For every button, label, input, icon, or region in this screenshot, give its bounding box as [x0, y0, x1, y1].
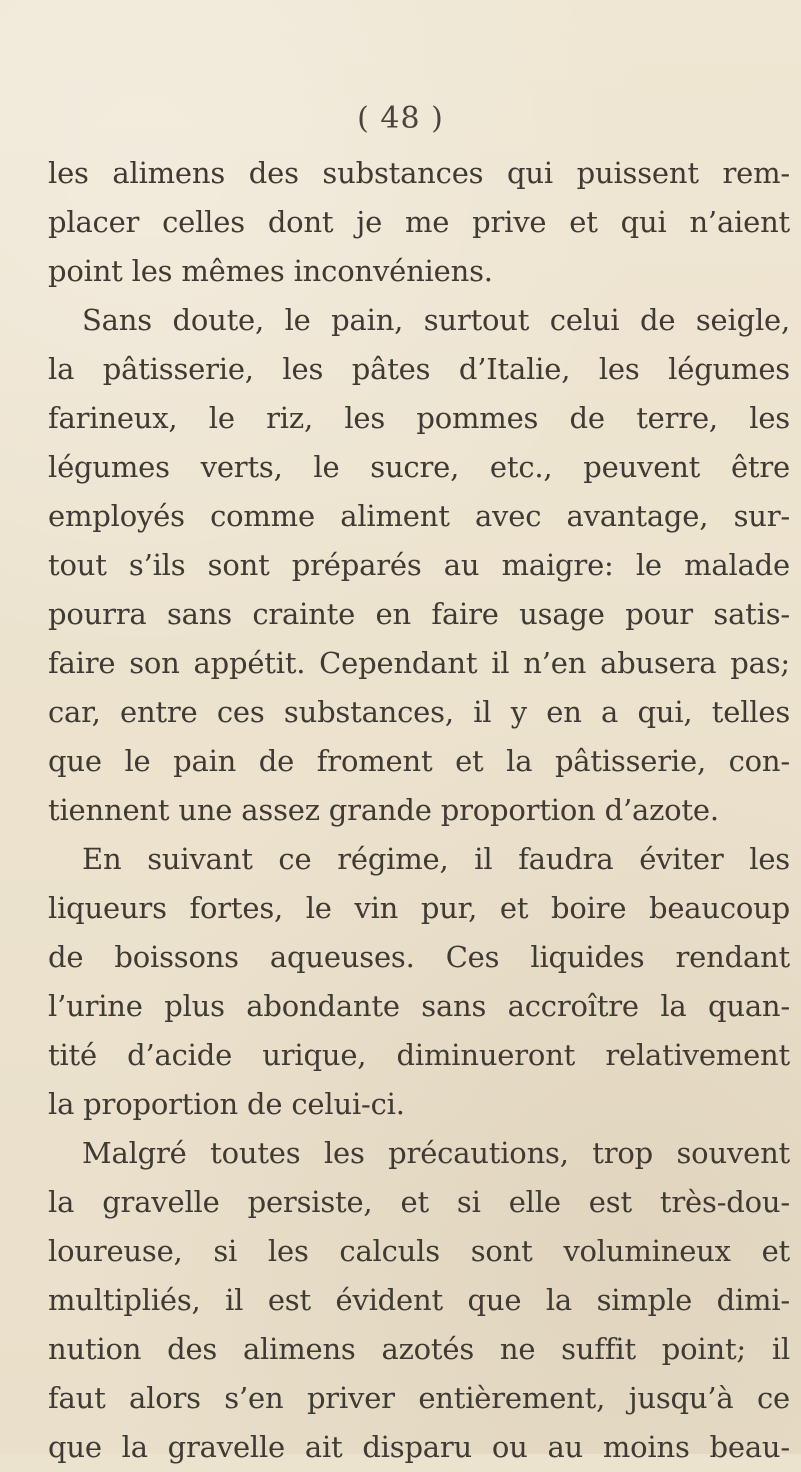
- text-line: nution des alimens azotés ne suffit point; il: [48, 1332, 790, 1366]
- text-line: loureuse, si les calculs sont volumineux et: [48, 1234, 790, 1268]
- text-line: les alimens des substances qui puissent rem-: [48, 156, 790, 190]
- text-line: tité d’acide urique, diminueront relativement: [48, 1038, 790, 1072]
- text-line: farineux, le riz, les pommes de terre, les: [48, 401, 790, 435]
- text-line: liqueurs fortes, le vin pur, et boire beaucoup: [48, 891, 790, 925]
- text-line: point les mêmes inconvéniens.: [48, 254, 493, 288]
- text-line: faire son appétit. Cependant il n’en abusera pas;: [48, 646, 790, 680]
- text-line: faut alors s’en priver entièrement, jusqu’à ce: [48, 1381, 790, 1415]
- text-line: employés comme aliment avec avantage, sur-: [48, 499, 790, 533]
- text-line: légumes verts, le sucre, etc., peuvent être: [48, 450, 790, 484]
- text-line: la pâtisserie, les pâtes d’Italie, les légumes: [48, 352, 790, 386]
- text-line: l’urine plus abondante sans accroître la quan-: [48, 989, 790, 1023]
- text-line: multipliés, il est évident que la simple dimi-: [48, 1283, 790, 1317]
- text-line: que la gravelle ait disparu ou au moins beau-: [48, 1430, 790, 1464]
- text-line: placer celles dont je me prive et qui n’aient: [48, 205, 790, 239]
- text-line: la proportion de celui-ci.: [48, 1087, 405, 1121]
- paragraph-start-line: Sans doute, le pain, surtout celui de seigle,: [82, 303, 790, 337]
- page-number: ( 48 ): [357, 101, 444, 136]
- text-line: tiennent une assez grande proportion d’azote.: [48, 793, 719, 827]
- text-line: tout s’ils sont préparés au maigre: le malade: [48, 548, 790, 582]
- text-line: car, entre ces substances, il y en a qui, telles: [48, 695, 790, 729]
- text-line: de boissons aqueuses. Ces liquides rendant: [48, 940, 790, 974]
- page-text-block: [48, 149, 790, 1472]
- paragraph-start-line: En suivant ce régime, il faudra éviter les: [82, 842, 790, 876]
- text-line: que le pain de froment et la pâtisserie, con-: [48, 744, 790, 778]
- paragraph-start-line: Malgré toutes les précautions, trop souvent: [82, 1136, 790, 1170]
- text-line: la gravelle persiste, et si elle est très-dou-: [48, 1185, 790, 1219]
- text-line: pourra sans crainte en faire usage pour satis-: [48, 597, 790, 631]
